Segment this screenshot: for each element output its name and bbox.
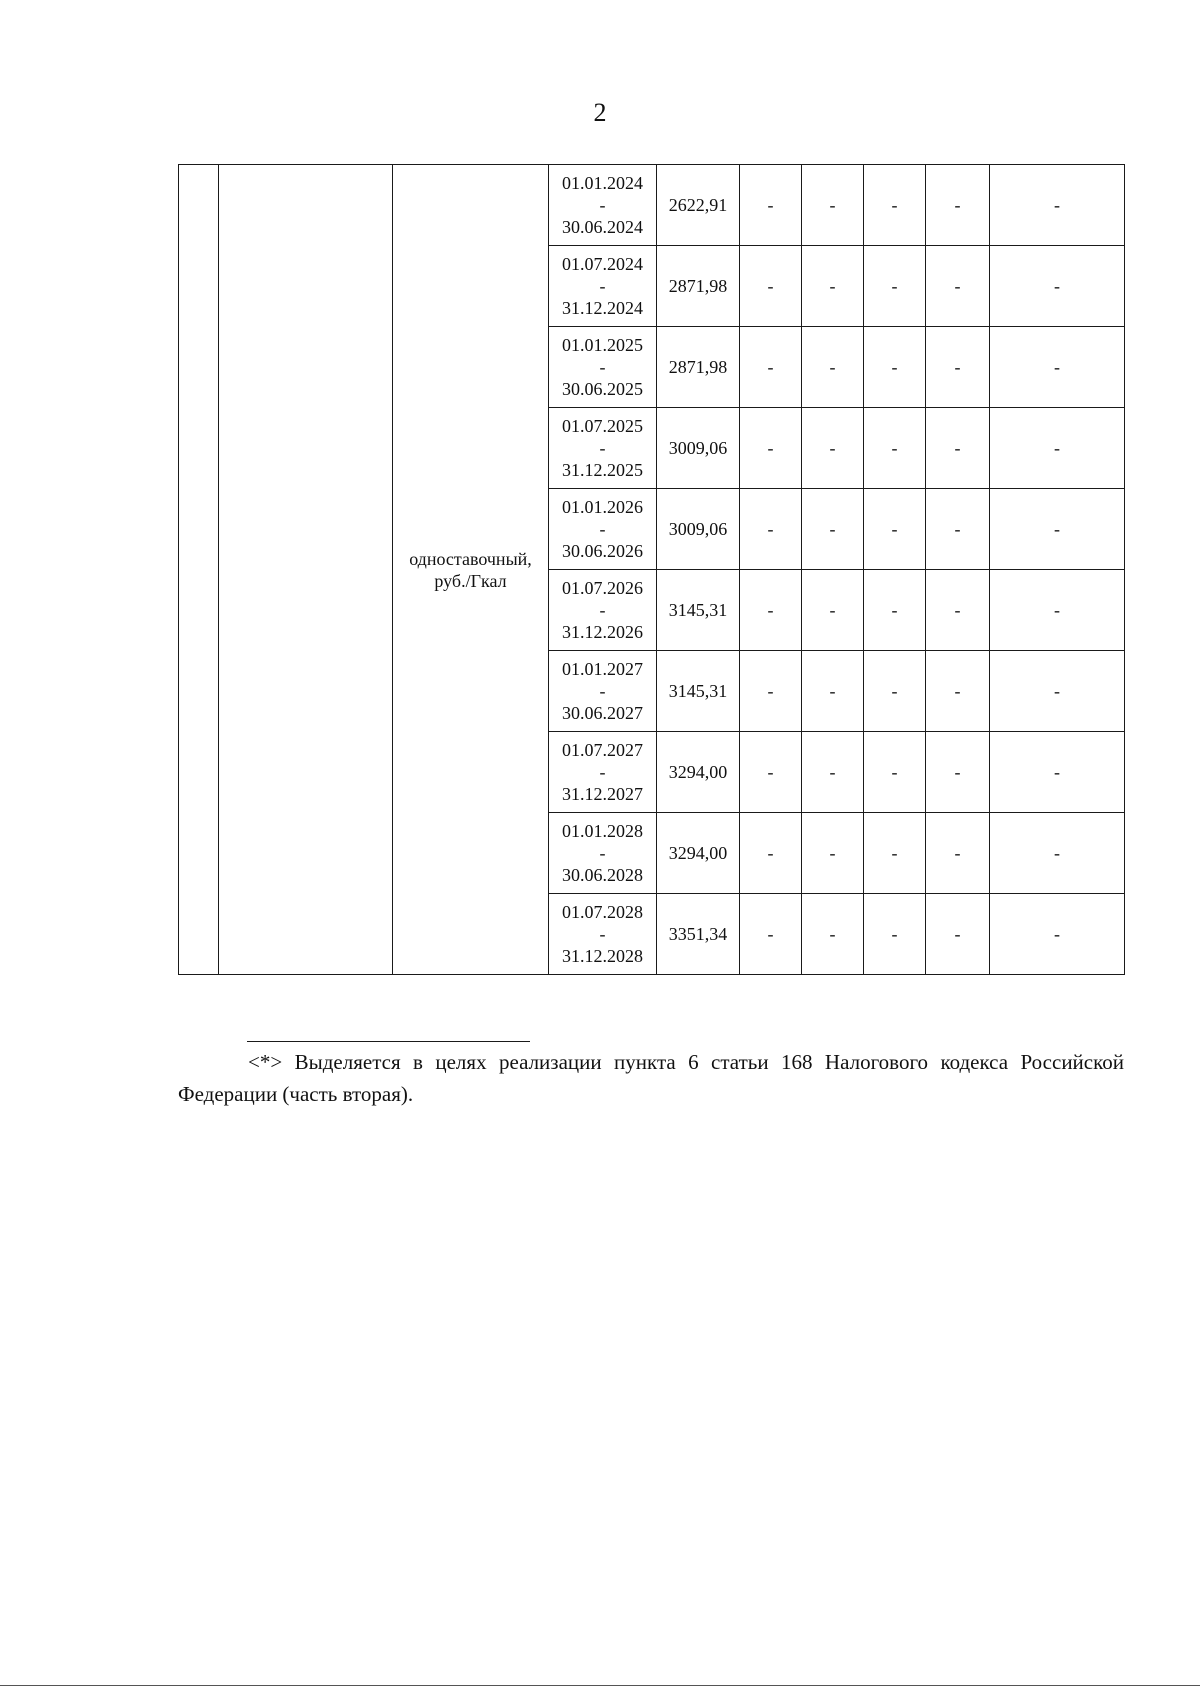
value-cell: - [802, 165, 864, 246]
period-from: 01.07.2025 [562, 416, 643, 436]
period-from: 01.01.2027 [562, 659, 643, 679]
period-sep: - [599, 438, 606, 458]
value-cell: - [990, 894, 1125, 975]
value-cell: - [740, 894, 802, 975]
period-from: 01.01.2024 [562, 173, 643, 193]
tariff-type-line-1: одноставочный, [409, 548, 532, 569]
value-cell: - [864, 165, 926, 246]
value-cell: - [990, 651, 1125, 732]
value-cell: - [802, 813, 864, 894]
value-cell: - [990, 570, 1125, 651]
value-cell: - [926, 246, 990, 327]
period-to: 31.12.2028 [562, 946, 643, 966]
period-sep: - [599, 924, 606, 944]
period-to: 31.12.2027 [562, 784, 643, 804]
value-cell: - [740, 570, 802, 651]
period-cell [549, 489, 657, 570]
table-row [179, 165, 1125, 246]
value-cell: - [740, 813, 802, 894]
value-cell: - [740, 165, 802, 246]
period-cell [549, 570, 657, 651]
value-cell: - [926, 894, 990, 975]
tariff-table-body [179, 165, 1125, 975]
period-sep: - [599, 681, 606, 701]
value-cell: - [864, 732, 926, 813]
period-from: 01.07.2026 [562, 578, 643, 598]
value-cell: - [740, 327, 802, 408]
period-to: 30.06.2027 [562, 703, 643, 723]
price-cell: 2871,98 [657, 246, 740, 327]
footnote-text: <*> Выделяется в целях реализации пункта 6 статьи 168 Налогового кодекса Российской Федерации (часть вторая). [178, 1050, 1124, 1106]
price-cell: 3294,00 [657, 732, 740, 813]
value-cell: - [864, 570, 926, 651]
value-cell: - [926, 165, 990, 246]
value-cell: - [802, 489, 864, 570]
value-cell: - [864, 246, 926, 327]
price-cell: 3009,06 [657, 489, 740, 570]
period-cell [549, 408, 657, 489]
value-cell: - [802, 327, 864, 408]
price-cell: 3294,00 [657, 813, 740, 894]
value-cell: - [990, 165, 1125, 246]
value-cell: - [990, 813, 1125, 894]
period-sep: - [599, 195, 606, 215]
period-cell [549, 894, 657, 975]
value-cell: - [926, 732, 990, 813]
period-to: 31.12.2024 [562, 298, 643, 318]
period-sep: - [599, 843, 606, 863]
page-number: 2 [593, 98, 607, 127]
value-cell: - [802, 570, 864, 651]
period-from: 01.01.2028 [562, 821, 643, 841]
value-cell: - [864, 408, 926, 489]
value-cell: - [990, 489, 1125, 570]
period-from: 01.01.2025 [562, 335, 643, 355]
value-cell: - [926, 489, 990, 570]
value-cell: - [926, 408, 990, 489]
value-cell: - [926, 327, 990, 408]
period-sep: - [599, 600, 606, 620]
price-cell: 3145,31 [657, 651, 740, 732]
footnote-separator [247, 1041, 530, 1042]
price-cell: 2622,91 [657, 165, 740, 246]
period-cell [549, 246, 657, 327]
value-cell: - [740, 246, 802, 327]
value-cell: - [990, 327, 1125, 408]
period-cell [549, 732, 657, 813]
price-cell: 3009,06 [657, 408, 740, 489]
period-from: 01.07.2028 [562, 902, 643, 922]
period-cell [549, 327, 657, 408]
value-cell: - [926, 570, 990, 651]
period-from: 01.07.2027 [562, 740, 643, 760]
period-sep: - [599, 519, 606, 539]
value-cell: - [926, 651, 990, 732]
period-cell [549, 813, 657, 894]
page-bottom-edge [0, 1685, 1200, 1686]
period-to: 30.06.2025 [562, 379, 643, 399]
value-cell: - [740, 651, 802, 732]
value-cell: - [864, 651, 926, 732]
price-cell: 3351,34 [657, 894, 740, 975]
tariff-type-line-2: руб./Гкал [434, 570, 507, 591]
period-to: 30.06.2026 [562, 541, 643, 561]
tariff-type-cell [393, 165, 549, 975]
value-cell: - [802, 894, 864, 975]
value-cell: - [864, 327, 926, 408]
value-cell: - [990, 246, 1125, 327]
value-cell: - [864, 489, 926, 570]
value-cell: - [864, 813, 926, 894]
price-cell: 2871,98 [657, 327, 740, 408]
value-cell: - [926, 813, 990, 894]
period-sep: - [599, 357, 606, 377]
value-cell: - [802, 246, 864, 327]
period-from: 01.01.2026 [562, 497, 643, 517]
period-to: 31.12.2026 [562, 622, 643, 642]
period-sep: - [599, 276, 606, 296]
price-cell: 3145,31 [657, 570, 740, 651]
value-cell: - [802, 651, 864, 732]
organization-cell [219, 165, 393, 975]
value-cell: - [864, 894, 926, 975]
period-cell [549, 651, 657, 732]
value-cell: - [802, 408, 864, 489]
period-sep: - [599, 762, 606, 782]
period-to: 31.12.2025 [562, 460, 643, 480]
value-cell: - [740, 732, 802, 813]
value-cell: - [740, 489, 802, 570]
period-cell [549, 165, 657, 246]
value-cell: - [740, 408, 802, 489]
period-from: 01.07.2024 [562, 254, 643, 274]
value-cell: - [990, 732, 1125, 813]
period-to: 30.06.2028 [562, 865, 643, 885]
period-to: 30.06.2024 [562, 217, 643, 237]
tariff-table [178, 164, 1125, 975]
value-cell: - [990, 408, 1125, 489]
value-cell: - [802, 732, 864, 813]
row-number-cell [179, 165, 219, 975]
